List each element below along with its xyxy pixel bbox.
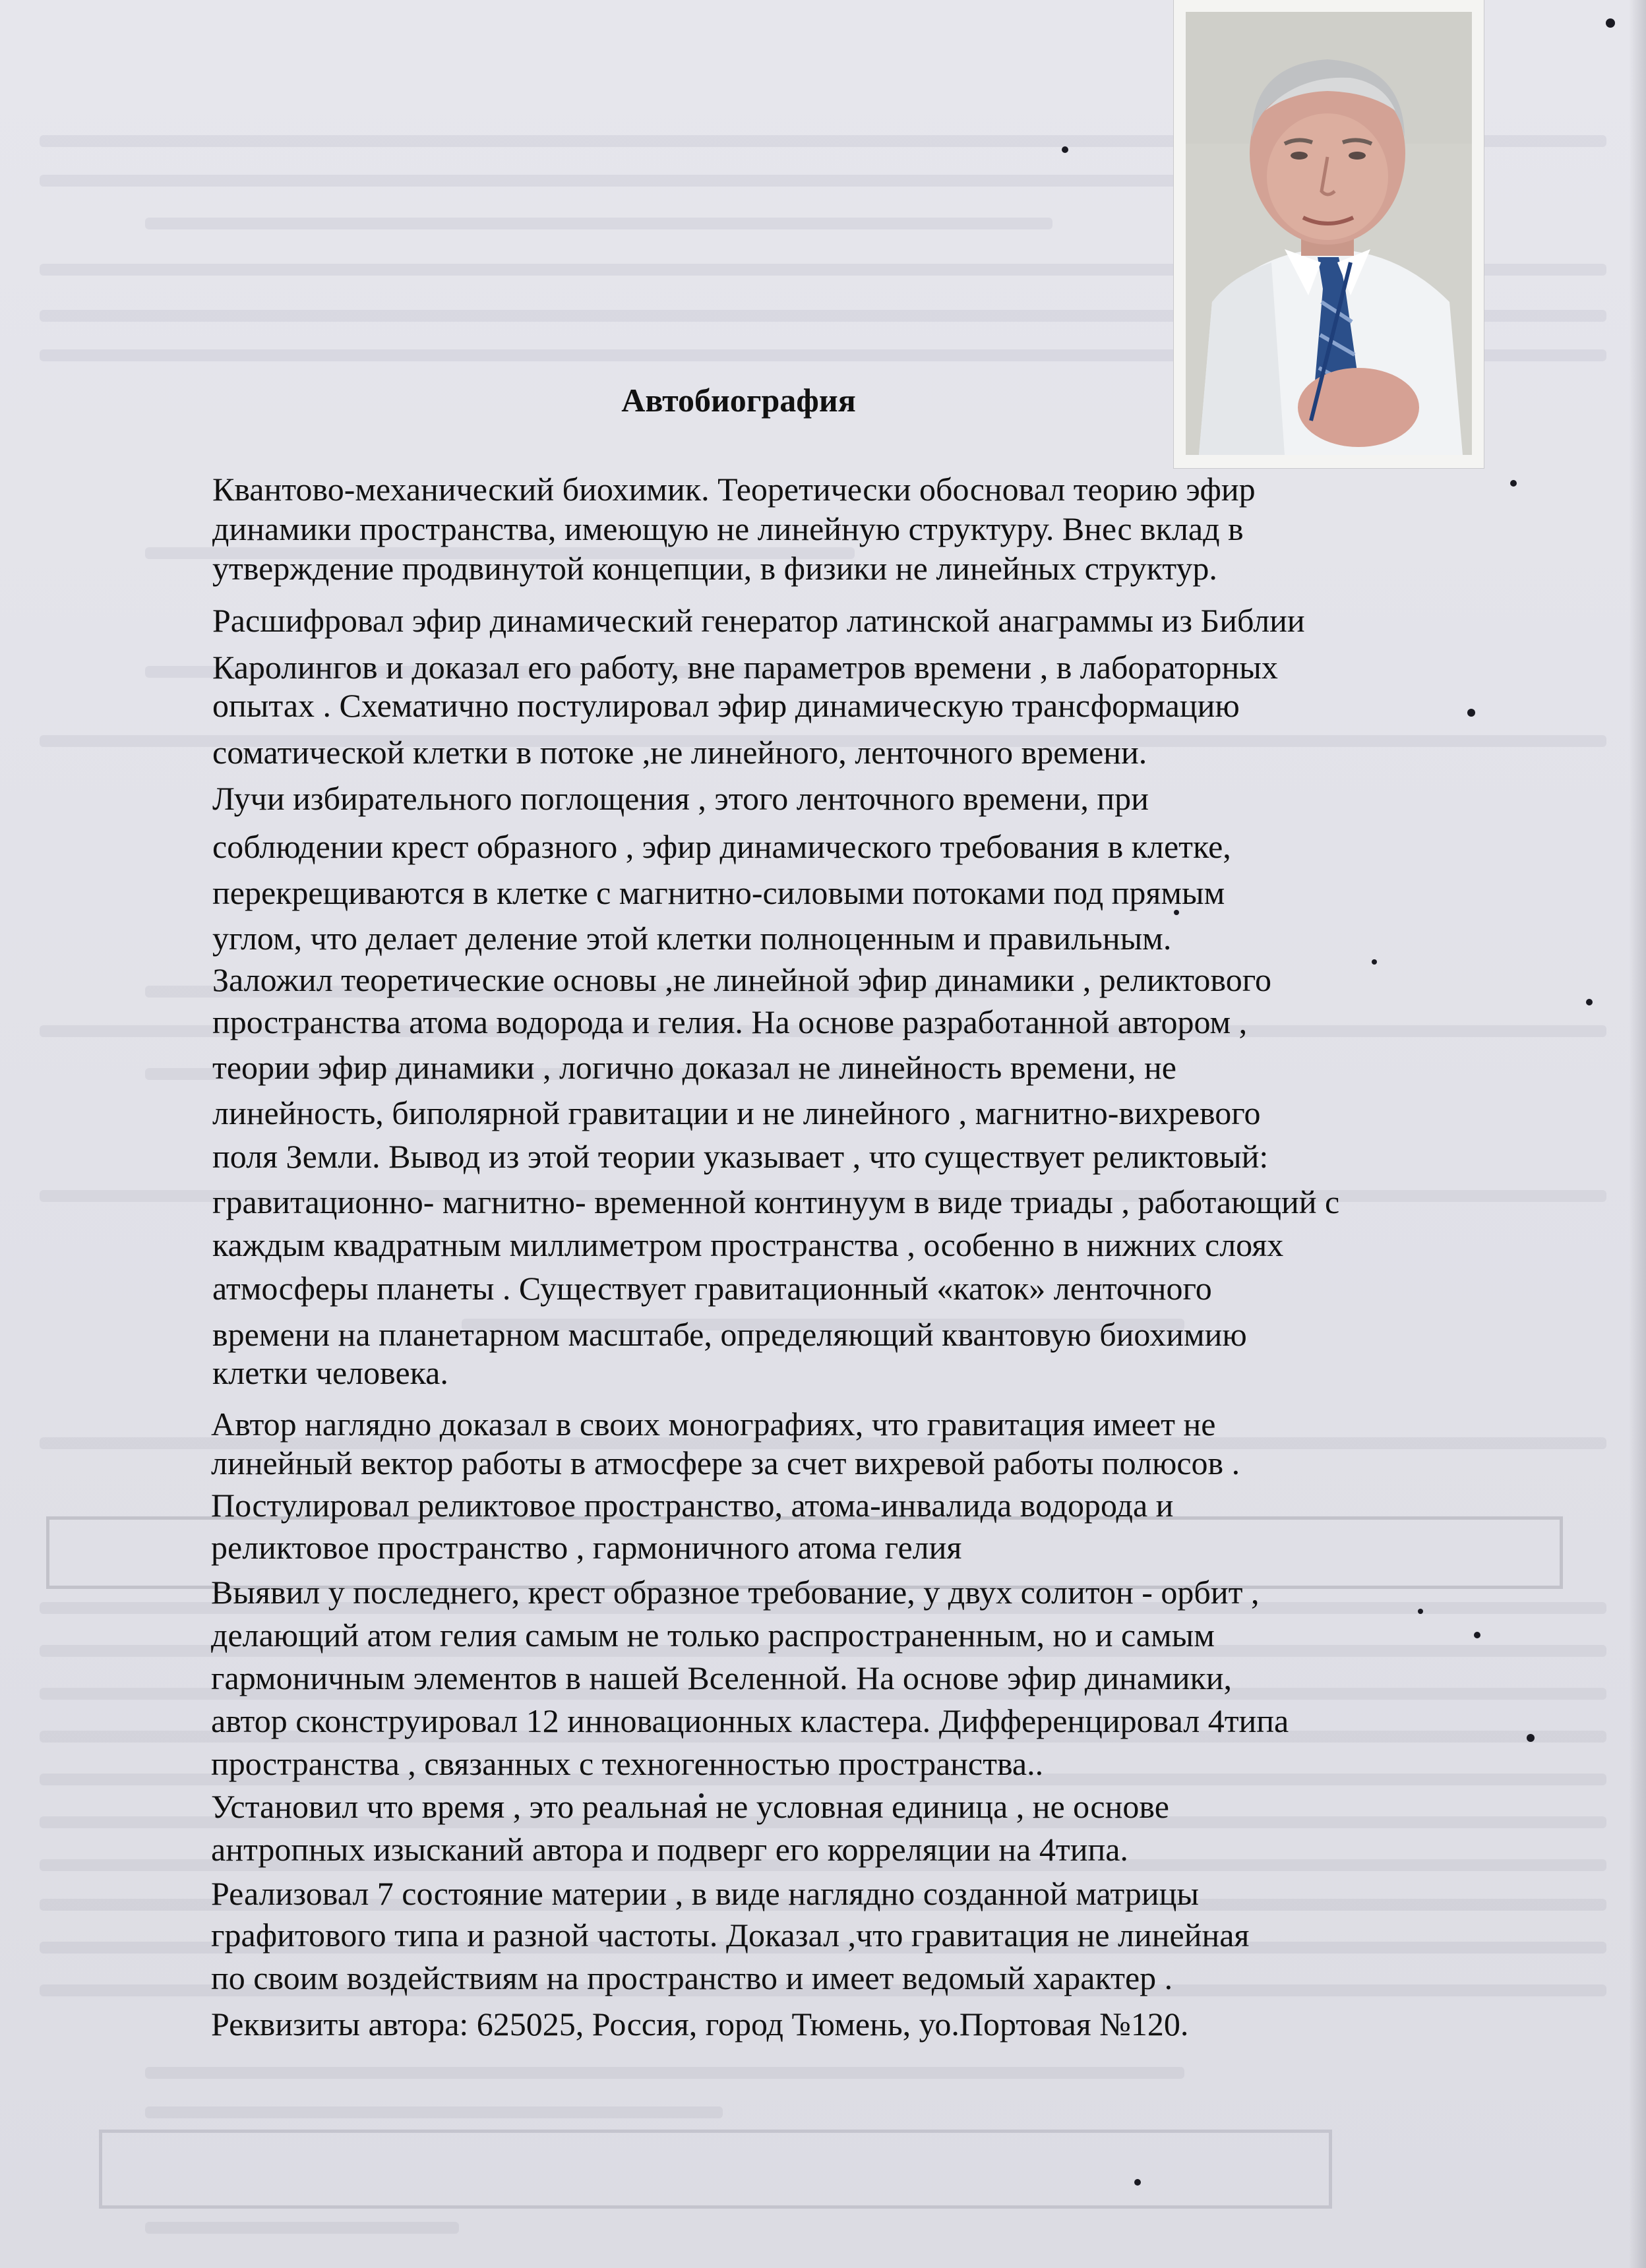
text-line: делающий атом гелия самым не только распространенным, но и самым — [211, 1617, 1215, 1654]
scan-speck — [1418, 1609, 1423, 1614]
text-line: углом, что делает деление этой клетки полноценным и правильным. — [212, 920, 1172, 957]
text-line: линейный вектор работы в атмосфере за счет вихревой работы полюсов . — [211, 1445, 1240, 1481]
bleed-through-frame — [99, 2130, 1332, 2209]
bleed-through-line — [145, 218, 1052, 229]
bleed-through-line — [145, 2067, 1184, 2079]
text-line: антропных изысканий автора и подверг его корреляции на 4типа. — [211, 1831, 1128, 1868]
scan-speck — [1474, 1632, 1480, 1638]
scan-speck — [1510, 480, 1517, 487]
author-address: Реквизиты автора: 625025, Россия, город Тюмень, уо.Портовая №120. — [211, 2006, 1189, 2043]
bleed-through-line — [145, 2106, 723, 2118]
text-line: времени на планетарном масштабе, определяющий квантовую биохимию — [212, 1316, 1247, 1353]
bleed-through-line — [145, 2222, 459, 2234]
text-line: Заложил теоретические основы ,не линейной эфир динамики , реликтового — [212, 961, 1271, 998]
text-line: пространства , связанных с техногенностью пространства.. — [211, 1745, 1044, 1782]
text-line: динамики пространства, имеющую не линейную структуру. Внес вклад в — [212, 510, 1244, 547]
text-line: клетки человека. — [212, 1354, 448, 1391]
text-line: по своим воздействиям на пространство и имеет ведомый характер . — [211, 1959, 1173, 1996]
scan-speck — [1527, 1734, 1535, 1742]
author-portrait — [1186, 12, 1472, 455]
author-photo — [1174, 0, 1484, 468]
text-line: линейность, биполярной гравитации и не линейного , магнитно-вихревого — [212, 1094, 1261, 1131]
text-line: гармоничным элементов в нашей Вселенной. На основе эфир динамики, — [211, 1659, 1233, 1696]
text-line: перекрещиваются в клетке с магнитно-силовыми потоками под прямым — [212, 874, 1225, 911]
text-line: Постулировал реликтовое пространство, атома-инвалида водорода и — [211, 1487, 1174, 1524]
text-line: Выявил у последнего, крест образное требование, у двух солитон - орбит , — [211, 1574, 1260, 1611]
text-line: Установил что время , это реальная не условная единица , не основе — [211, 1788, 1169, 1825]
text-line: реликтовое пространство , гармоничного атома гелия — [211, 1529, 962, 1566]
text-line: поля Земли. Вывод из этой теории указывает , что существует реликтовый: — [212, 1138, 1269, 1175]
text-line: Автор наглядно доказал в своих монографиях, что гравитация имеет не — [211, 1406, 1216, 1443]
scan-speck — [1134, 2179, 1141, 2186]
text-line: соматической клетки в потоке ,не линейного, ленточного времени. — [212, 734, 1147, 771]
text-line: Лучи избирательного поглощения , этого ленточного времени, при — [212, 780, 1149, 817]
scan-speck — [1372, 959, 1377, 965]
text-line: автор сконструировал 12 инновационных кластера. Дифференцировал 4типа — [211, 1702, 1289, 1739]
text-line: Квантово-механический биохимик. Теоретически обосновал теорию эфир — [212, 471, 1256, 508]
text-line: Расшифровал эфир динамический генератор латинской анаграммы из Библии — [212, 602, 1305, 639]
text-line: Реализовал 7 состояние материи , в виде наглядно созданной матрицы — [211, 1875, 1199, 1912]
scan-speck — [1606, 18, 1615, 28]
text-line: утверждение продвинутой концепции, в физики не линейных структур. — [212, 550, 1217, 587]
document-title: Автобиография — [621, 382, 856, 419]
scan-speck — [1062, 146, 1068, 153]
scan-speck — [1586, 999, 1593, 1005]
scan-speck — [1467, 709, 1475, 717]
text-line: гравитационно- магнитно- временной континуум в виде триады , работающий с — [212, 1183, 1340, 1220]
text-line: атмосферы планеты . Существует гравитационный «каток» ленточного — [212, 1270, 1212, 1307]
text-line: соблюдении крест образного , эфир динамического требования в клетке, — [212, 828, 1231, 865]
text-line: каждым квадратным миллиметром пространства , особенно в нижних слоях — [212, 1226, 1284, 1263]
text-line: Каролингов и доказал его работу, вне параметров времени , в лабораторных — [212, 649, 1278, 686]
page-edge-shadow — [1629, 0, 1646, 2268]
text-line: теории эфир динамики , логично доказал не линейность времени, не — [212, 1049, 1176, 1086]
bleed-through-line — [40, 175, 1316, 187]
text-line: графитового типа и разной частоты. Доказал ,что гравитация не линейная — [211, 1917, 1250, 1954]
text-line: опытах . Схематично постулировал эфир динамическую трансформацию — [212, 687, 1240, 724]
portrait-illustration — [1186, 12, 1472, 455]
text-line: пространства атома водорода и гелия. На основе разработанной автором , — [212, 1003, 1248, 1040]
